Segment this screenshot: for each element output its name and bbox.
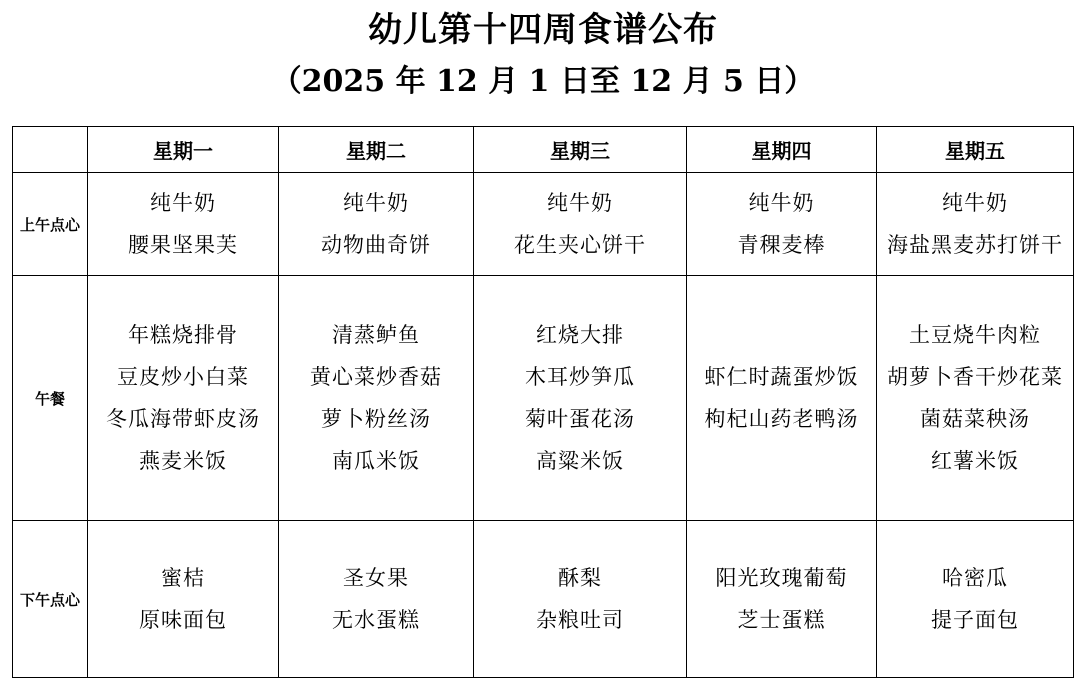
page-title: 幼儿第十四周食谱公布 <box>368 10 718 50</box>
day-header-thursday: 星期四 <box>687 127 877 173</box>
menu-cell <box>279 173 474 276</box>
dish-item: 清蒸鲈鱼 <box>332 323 420 347</box>
dish-item: 菊叶蛋花汤 <box>525 407 635 431</box>
menu-cell <box>474 521 687 678</box>
meal-label: 午餐 <box>13 276 88 521</box>
dish-item: 圣女果 <box>343 566 409 590</box>
dish-item: 阳光玫瑰葡萄 <box>715 566 848 590</box>
dish-item: 提子面包 <box>931 608 1019 632</box>
dish-item: 年糕烧排骨 <box>128 323 238 347</box>
menu-cell <box>877 276 1074 521</box>
menu-cell <box>687 173 877 276</box>
dish-item: 冬瓜海带虾皮汤 <box>106 407 260 431</box>
dish-item: 酥梨 <box>558 566 602 590</box>
dish-item: 腰果坚果芙 <box>128 233 238 257</box>
dish-item: 木耳炒笋瓜 <box>525 365 635 389</box>
menu-cell <box>474 276 687 521</box>
meal-row-lunch <box>13 276 1074 521</box>
meal-row-morning-snack <box>13 173 1074 276</box>
dish-item: 南瓜米饭 <box>332 449 420 473</box>
dish-item: 豆皮炒小白菜 <box>117 365 249 389</box>
menu-cell <box>474 173 687 276</box>
dish-item: 高粱米饭 <box>536 449 624 473</box>
meal-label: 下午点心 <box>13 521 88 678</box>
menu-cell <box>687 276 877 521</box>
dish-item: 纯牛奶 <box>942 191 1008 215</box>
dish-item: 动物曲奇饼 <box>321 233 431 257</box>
weekly-menu-table <box>12 126 1074 678</box>
menu-cell <box>88 521 279 678</box>
dish-item: 菌菇菜秧汤 <box>920 407 1030 431</box>
menu-cell <box>877 521 1074 678</box>
menu-cell <box>88 173 279 276</box>
dish-item: 萝卜粉丝汤 <box>321 407 431 431</box>
menu-cell <box>279 276 474 521</box>
dish-item: 无水蛋糕 <box>332 608 420 632</box>
dish-item: 土豆烧牛肉粒 <box>909 323 1041 347</box>
dish-item: 红烧大排 <box>536 323 624 347</box>
dish-item: 哈密瓜 <box>942 566 1008 590</box>
menu-cell <box>88 276 279 521</box>
corner-cell <box>13 127 88 173</box>
dish-item: 红薯米饭 <box>931 449 1019 473</box>
dish-item: 虾仁时蔬蛋炒饭 <box>704 365 859 389</box>
menu-cell <box>687 521 877 678</box>
date-range-subtitle: （2025 年 12 月 1 日至 12 月 5 日） <box>271 64 815 99</box>
dish-item: 原味面包 <box>139 608 227 632</box>
meal-label: 上午点心 <box>13 173 88 276</box>
dish-item: 海盐黑麦苏打饼干 <box>887 233 1063 257</box>
day-header-monday: 星期一 <box>88 127 279 173</box>
dish-item: 花生夹心饼干 <box>514 233 646 257</box>
meal-row-afternoon-snack <box>13 521 1074 678</box>
dish-item: 黄心菜炒香菇 <box>310 365 442 389</box>
day-header-friday: 星期五 <box>877 127 1074 173</box>
dish-item: 纯牛奶 <box>150 191 216 215</box>
dish-item: 纯牛奶 <box>748 191 815 215</box>
dish-item: 纯牛奶 <box>547 191 613 215</box>
day-header-tuesday: 星期二 <box>279 127 474 173</box>
dish-item: 芝士蛋糕 <box>737 608 826 632</box>
menu-cell <box>877 173 1074 276</box>
day-header-wednesday: 星期三 <box>474 127 687 173</box>
dish-item: 蜜桔 <box>161 566 205 590</box>
dish-item: 杂粮吐司 <box>536 608 624 632</box>
header-row <box>13 127 1074 173</box>
dish-item: 青稞麦棒 <box>737 233 826 257</box>
menu-cell <box>279 521 474 678</box>
dish-item: 燕麦米饭 <box>139 449 227 473</box>
dish-item: 枸杞山药老鸭汤 <box>704 407 859 431</box>
dish-item: 纯牛奶 <box>343 191 409 215</box>
dish-item: 胡萝卜香干炒花菜 <box>887 365 1063 389</box>
